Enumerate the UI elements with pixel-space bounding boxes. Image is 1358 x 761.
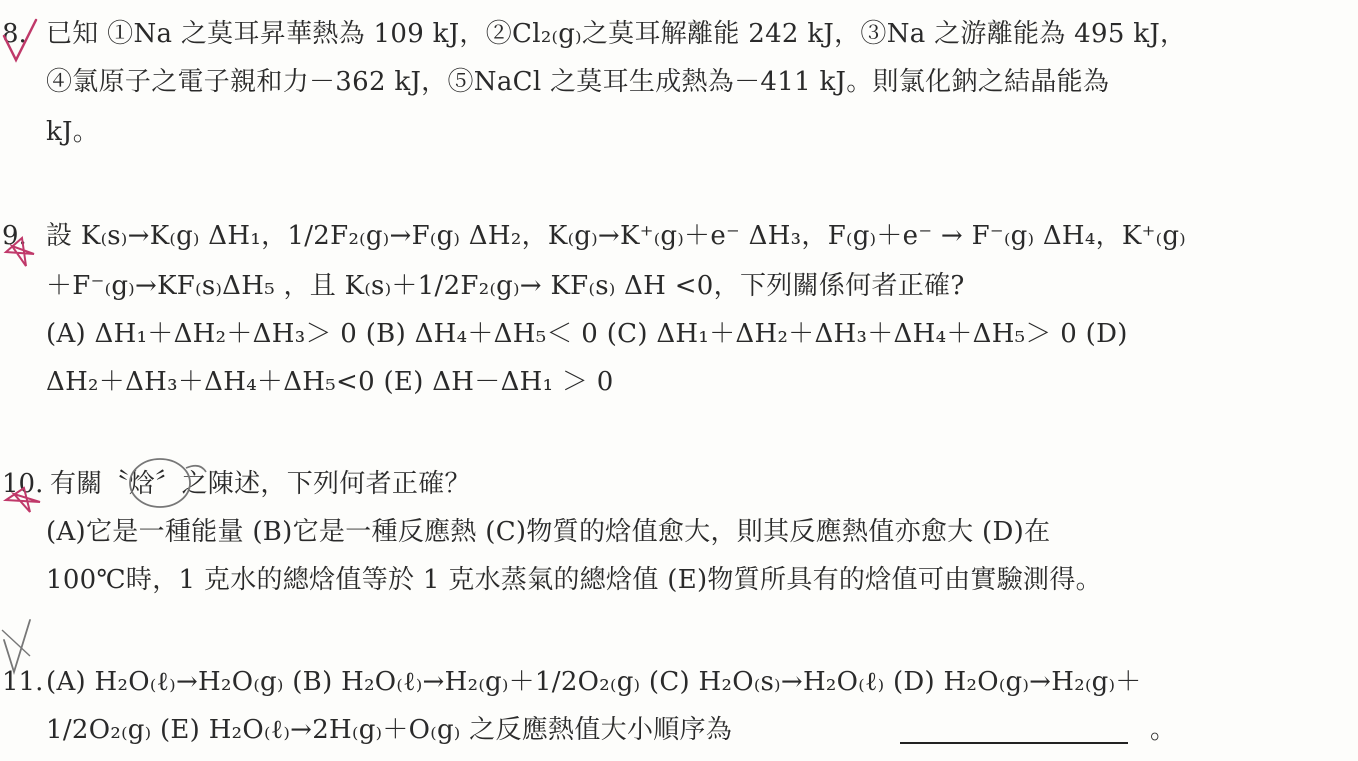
answer-options-line: 1/2O₂₍g₎ (E) H₂O₍ℓ₎→2H₍g₎＋O₍g₎ 之反應熱值大小順序為 bbox=[46, 715, 733, 745]
question-text-line: kJ。 bbox=[46, 117, 100, 147]
answer-options-line: (A) H₂O₍ℓ₎→H₂O₍g₎ (B) H₂O₍ℓ₎→H₂₍g₎＋1/2O₂₍g₎ (C) H₂O₍s₎→H₂O₍ℓ₎ (D) H₂O₍g₎→H₂₍g₎＋ bbox=[46, 667, 1142, 697]
question-number: 8. bbox=[2, 19, 27, 49]
question-text-line: 設 K₍s₎→K₍g₎ ΔH₁，1/2F₂₍g₎→F₍g₎ ΔH₂，K₍g₎→K⁺₍g₎＋e⁻ ΔH₃，F₍g₎＋e⁻ → F⁻₍g₎ ΔH₄，K⁺₍g₎ bbox=[46, 221, 1186, 251]
answer-options-line: (A) ΔH₁＋ΔH₂＋ΔH₃＞ 0 (B) ΔH₄＋ΔH₅＜ 0 (C) ΔH₁＋ΔH₂＋ΔH₃＋ΔH₄＋ΔH₅＞ 0 (D) bbox=[46, 319, 1128, 349]
question-number: 11. bbox=[2, 667, 44, 697]
answer-options-line: (A)它是一種能量 (B)它是一種反應熱 (C)物質的焓值愈大，則其反應熱值亦愈大 (D)在 bbox=[46, 517, 1051, 547]
answer-options-line: ΔH₂＋ΔH₃＋ΔH₄＋ΔH₅<0 (E) ΔH－ΔH₁ ＞ 0 bbox=[46, 367, 614, 397]
pencil-stroke-icon bbox=[2, 630, 30, 656]
question-number: 10. bbox=[2, 469, 44, 499]
answer-options-line: 100℃時，1 克水的總焓值等於 1 克水蒸氣的總焓值 (E)物質所具有的焓值可由實驗測得。 bbox=[46, 565, 1102, 595]
question-text-line: ＋F⁻₍g₎→KF₍s₎ΔH₅ ，且 K₍s₎＋1/2F₂₍g₎→ KF₍s₎ ΔH <0，下列關係何者正確? bbox=[46, 271, 965, 301]
question-text-line: 有關〝焓〞之陳述，下列何者正確？ bbox=[50, 469, 471, 499]
answer-blank bbox=[900, 742, 1128, 744]
question-number: 9. bbox=[2, 221, 27, 251]
question-text-line: 。 bbox=[1150, 715, 1177, 745]
question-text-line: ④氯原子之電子親和力－362 kJ，⑤NaCl 之莫耳生成熱為－411 kJ。則氯化鈉之結晶能為 bbox=[46, 67, 1110, 97]
question-text-line: 已知 ①Na 之莫耳昇華熱為 109 kJ，②Cl₂₍g₎之莫耳解離能 242 kJ，③Na 之游離能為 495 kJ， bbox=[46, 19, 1187, 49]
